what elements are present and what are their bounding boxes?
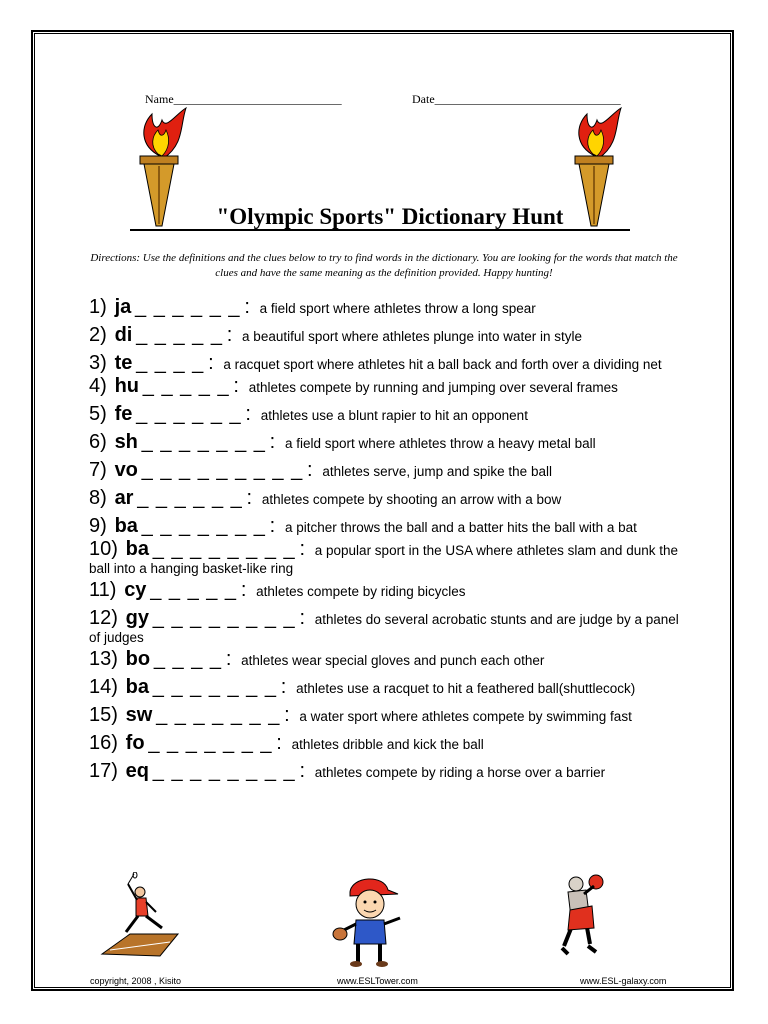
clue-colon: :: [269, 515, 276, 537]
clue-item: [89, 581, 689, 601]
footer-site-eslgalaxy[interactable]: www.ESL-galaxy.com: [580, 976, 667, 986]
clue-colon: :: [276, 732, 282, 754]
clue-item: [89, 405, 689, 425]
clue-number: 6): [89, 431, 107, 453]
answer-blanks: _ _ _ _ _ _ _ _ _: [141, 459, 304, 481]
clue-colon: :: [284, 704, 290, 726]
clue-item: [89, 461, 689, 481]
clue-number: 15): [89, 704, 118, 726]
clue-definition: athletes serve, jump and spike the ball: [322, 464, 552, 479]
clue-number: 4): [89, 375, 107, 397]
answer-blanks: _ _ _ _ _ _ _: [141, 431, 266, 453]
answer-blanks: _ _ _ _ _ _ _ _: [152, 760, 296, 782]
clue-number: 11): [89, 579, 117, 601]
clue-definition: a racquet sport where athletes hit a ball back and forth over a dividing net: [223, 357, 662, 372]
clue-number: 7): [89, 459, 107, 481]
clue-number: 5): [89, 403, 107, 425]
clue-definition: a field sport where athletes throw a heavy metal ball: [284, 436, 596, 451]
clue-definition: athletes compete by shooting an arrow with a bow: [261, 492, 562, 507]
badminton-player-icon: [100, 872, 180, 962]
clue-item: [89, 433, 689, 453]
clue-colon: :: [225, 648, 232, 670]
clue-number: 10): [89, 538, 118, 560]
answer-blanks: _ _ _ _ _ _ _: [156, 704, 281, 726]
word-prefix: ba: [125, 676, 150, 698]
clue-number: 9): [89, 515, 107, 537]
clue-number: 1): [89, 296, 107, 318]
clue-item: [89, 298, 689, 318]
word-prefix: sw: [125, 704, 153, 726]
date-field: Date_______________________________: [412, 92, 621, 106]
clue-item: [89, 489, 689, 509]
clue-number: 16): [89, 732, 118, 754]
clue-colon: :: [280, 676, 287, 698]
clue-definition: athletes compete by riding a horse over a barrier: [314, 765, 606, 780]
clue-item: [89, 609, 689, 647]
clue-number: 2): [89, 324, 107, 346]
clue-item: [89, 650, 689, 670]
clue-item: [89, 706, 689, 726]
answer-blanks: _ _ _ _ _ _ _: [148, 732, 273, 754]
title-underline: [130, 229, 630, 231]
clue-item: [89, 762, 689, 782]
clue-colon: :: [299, 760, 305, 782]
word-prefix: fo: [125, 732, 145, 754]
answer-blanks: _ _ _ _ _: [136, 324, 223, 346]
clue-item: [89, 354, 689, 374]
clue-item: [89, 377, 689, 397]
clue-colon: :: [307, 459, 313, 481]
word-prefix: ba: [125, 538, 150, 560]
word-prefix: te: [114, 352, 133, 374]
clue-definition: athletes dribble and kick the ball: [291, 737, 484, 752]
footer-site-esltower[interactable]: www.ESLTower.com: [337, 976, 418, 986]
clue-colon: :: [208, 352, 214, 374]
word-prefix: di: [114, 324, 133, 346]
clue-definition: a beautiful sport where athletes plunge into water in style: [242, 329, 582, 344]
answer-blanks: _ _ _ _ _ _ _ _: [152, 538, 296, 560]
clue-list: [89, 298, 689, 790]
clue-definition: athletes use a blunt rapier to hit an opponent: [260, 408, 528, 423]
clue-number: 17): [89, 760, 118, 782]
clue-definition: athletes wear special gloves and punch each other: [241, 653, 545, 668]
answer-blanks: _ _ _ _ _ _: [137, 487, 243, 509]
answer-blanks: _ _ _ _: [136, 352, 205, 374]
page-title: "Olympic Sports" Dictionary Hunt: [216, 204, 564, 229]
clue-number: 12): [89, 607, 118, 629]
word-prefix: hu: [114, 375, 139, 397]
clue-item: [89, 540, 689, 578]
clue-colon: :: [226, 324, 233, 346]
footer-copyright: copyright, 2008 , Kisito: [90, 976, 182, 986]
clue-colon: :: [244, 296, 250, 318]
clue-definition: athletes use a racquet to hit a feathered ball(shuttlecock): [296, 681, 636, 696]
clue-definition: athletes compete by running and jumping over several frames: [248, 380, 618, 395]
word-prefix: sh: [114, 431, 138, 453]
clue-definition: athletes compete by riding bicycles: [256, 584, 466, 599]
clue-number: 8): [89, 487, 107, 509]
name-field: Name____________________________: [145, 92, 342, 106]
answer-blanks: _ _ _ _ _ _ _: [141, 515, 266, 537]
answer-blanks: _ _ _ _ _ _: [136, 403, 242, 425]
answer-blanks: _ _ _ _ _: [142, 375, 230, 397]
word-prefix: ar: [114, 487, 134, 509]
word-prefix: gy: [125, 607, 150, 629]
answer-blanks: _ _ _ _: [153, 648, 223, 670]
clue-colon: :: [299, 607, 305, 629]
clue-number: 14): [89, 676, 118, 698]
word-prefix: eq: [125, 760, 150, 782]
clue-colon: :: [240, 579, 247, 601]
clue-colon: :: [269, 431, 276, 453]
word-prefix: ja: [114, 296, 132, 318]
clue-definition: a field sport where athletes throw a long spear: [259, 301, 536, 316]
clue-colon: :: [246, 487, 253, 509]
directions-text: Directions: Use the definitions and the clues below to try to find words in the dictionary. You are looking for the words that match the clues and have the same meaning as the definition provided. Happy hunting!: [90, 252, 678, 279]
clue-colon: :: [233, 375, 239, 397]
baseball-boy-icon: [328, 872, 412, 968]
answer-blanks: _ _ _ _ _: [150, 579, 238, 601]
word-prefix: bo: [125, 648, 151, 670]
answer-blanks: _ _ _ _ _ _ _: [152, 676, 277, 698]
clue-item: [89, 734, 689, 754]
word-prefix: cy: [124, 579, 147, 601]
basketball-player-icon: [550, 870, 620, 966]
clue-number: 13): [89, 648, 118, 670]
clue-definition: a pitcher throws the ball and a batter hits the ball with a bat: [284, 520, 637, 535]
clue-item: [89, 326, 689, 346]
answer-blanks: _ _ _ _ _ _: [135, 296, 241, 318]
answer-blanks: _ _ _ _ _ _ _ _: [152, 607, 296, 629]
word-prefix: vo: [114, 459, 138, 481]
clue-colon: :: [245, 403, 251, 425]
word-prefix: fe: [114, 403, 133, 425]
clue-definition: athletes do several acrobatic stunts and are judge by a panel of judges: [89, 612, 679, 645]
clue-item: [89, 517, 689, 537]
clue-item: [89, 678, 689, 698]
clue-number: 3): [89, 352, 107, 374]
clue-definition: a popular sport in the USA where athletes slam and dunk the ball into a hanging basket-like ring: [89, 543, 678, 576]
clue-definition: a water sport where athletes compete by swimming fast: [299, 709, 632, 724]
clue-colon: :: [299, 538, 305, 560]
word-prefix: ba: [114, 515, 138, 537]
